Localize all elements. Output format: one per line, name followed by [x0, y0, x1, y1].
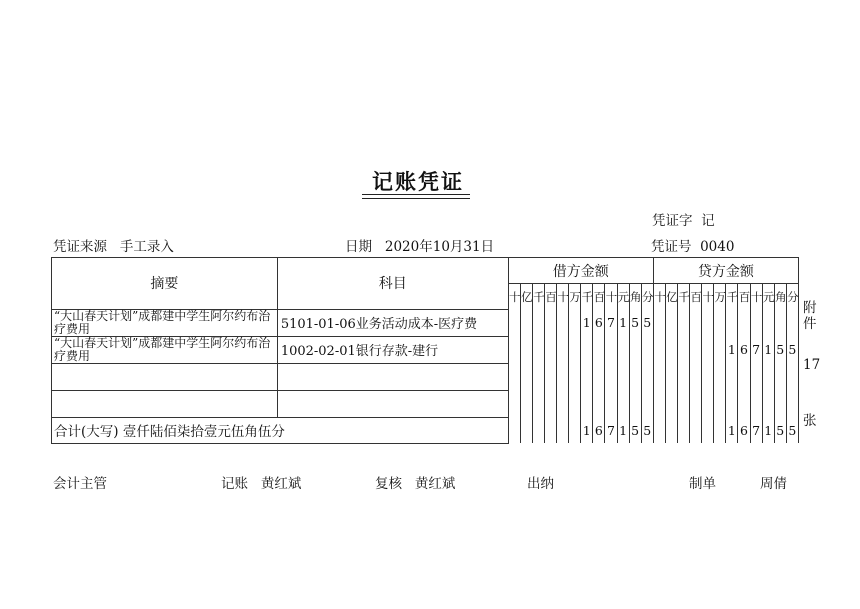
account-cell — [277, 363, 508, 390]
debit-digit — [532, 309, 544, 336]
attachment-label-fu: 附 — [803, 300, 817, 316]
reviewer — [375, 472, 455, 492]
debit-digit — [617, 390, 629, 417]
summary-cell — [52, 363, 278, 390]
credit-digit — [714, 309, 726, 336]
total-debit-digit: 6 — [593, 417, 605, 443]
debit-digit — [520, 336, 532, 363]
credit-digit — [714, 390, 726, 417]
debit-digit — [593, 336, 605, 363]
voucher-type-value: 记 — [701, 213, 715, 229]
credit-header: 贷方金额 — [653, 258, 798, 284]
account-cell: 5101-01-06业务活动成本-医疗费 — [277, 309, 508, 336]
debit-digit — [581, 336, 593, 363]
total-debit-digit: 1 — [617, 417, 629, 443]
voucher-number — [651, 235, 734, 255]
debit-digit — [593, 390, 605, 417]
credit-digit — [653, 363, 665, 390]
debit-digit — [581, 390, 593, 417]
total-debit-digit: 5 — [629, 417, 641, 443]
debit-digit — [569, 390, 581, 417]
debit-digit: 1 — [581, 309, 593, 336]
credit-digit — [653, 336, 665, 363]
debit-unit-label: 十 — [508, 284, 520, 310]
credit-unit-label: 十 — [750, 284, 762, 310]
debit-digit — [520, 363, 532, 390]
debit-digit — [508, 363, 520, 390]
source-label: 凭证来源 — [53, 239, 107, 255]
credit-digit — [750, 390, 762, 417]
credit-digit — [774, 390, 786, 417]
credit-digit — [786, 309, 798, 336]
debit-digit — [532, 390, 544, 417]
credit-digit: 6 — [738, 336, 750, 363]
voucher-type — [652, 209, 715, 229]
credit-unit-label: 角 — [774, 284, 786, 310]
debit-digit — [617, 363, 629, 390]
credit-unit-label: 千 — [677, 284, 689, 310]
debit-digit — [557, 390, 569, 417]
credit-digit — [690, 363, 702, 390]
total-debit-digit — [532, 417, 544, 443]
total-debit-digit — [544, 417, 556, 443]
debit-digit — [544, 336, 556, 363]
credit-unit-label: 亿 — [665, 284, 677, 310]
credit-digit — [677, 309, 689, 336]
debit-digit — [544, 390, 556, 417]
bookkeeper — [221, 472, 301, 492]
attachment-count: 17 — [803, 357, 821, 373]
debit-digit — [557, 336, 569, 363]
attachment-label-jian: 件 — [803, 316, 817, 332]
voucher-type-label: 凭证字 — [652, 213, 693, 229]
credit-digit — [665, 336, 677, 363]
table-row — [52, 309, 799, 336]
credit-digit — [774, 309, 786, 336]
total-credit-digit: 1 — [762, 417, 774, 443]
credit-digit — [750, 363, 762, 390]
total-credit-digit — [702, 417, 714, 443]
total-credit-digit: 5 — [774, 417, 786, 443]
credit-digit — [738, 363, 750, 390]
total-label: 合计(大写) 壹仟陆佰柒拾壹元伍角伍分 — [52, 417, 509, 443]
credit-digit — [665, 309, 677, 336]
debit-digit — [641, 390, 653, 417]
debit-digit — [641, 363, 653, 390]
total-debit-digit — [520, 417, 532, 443]
reviewer-label: 复核 — [375, 476, 402, 492]
credit-digit — [738, 309, 750, 336]
credit-digit: 5 — [774, 336, 786, 363]
table-row — [52, 390, 799, 417]
credit-unit-label: 十 — [653, 284, 665, 310]
debit-digit: 5 — [629, 309, 641, 336]
debit-digit — [532, 363, 544, 390]
credit-digit — [726, 390, 738, 417]
debit-unit-label: 元 — [617, 284, 629, 310]
total-debit-digit: 5 — [641, 417, 653, 443]
total-credit-digit — [665, 417, 677, 443]
credit-unit-label: 十 — [702, 284, 714, 310]
credit-digit — [690, 390, 702, 417]
credit-digit — [702, 363, 714, 390]
voucher-source — [53, 235, 174, 255]
credit-digit: 1 — [762, 336, 774, 363]
debit-digit: 7 — [605, 309, 617, 336]
credit-digit — [774, 363, 786, 390]
debit-digit — [569, 336, 581, 363]
total-credit-digit — [677, 417, 689, 443]
debit-digit — [557, 363, 569, 390]
debit-digit — [605, 390, 617, 417]
credit-digit — [665, 390, 677, 417]
credit-digit: 5 — [786, 336, 798, 363]
table-row — [52, 336, 799, 363]
total-debit-digit — [557, 417, 569, 443]
debit-digit — [508, 390, 520, 417]
credit-digit — [702, 390, 714, 417]
debit-unit-label: 分 — [641, 284, 653, 310]
credit-unit-label: 百 — [738, 284, 750, 310]
credit-digit — [702, 309, 714, 336]
total-debit-digit — [569, 417, 581, 443]
debit-digit — [508, 309, 520, 336]
total-row — [52, 417, 799, 443]
credit-digit — [786, 363, 798, 390]
debit-digit — [532, 336, 544, 363]
credit-digit: 7 — [750, 336, 762, 363]
source-value: 手工录入 — [119, 239, 174, 255]
date-value: 2020年10月31日 — [384, 239, 495, 255]
summary-cell — [52, 390, 278, 417]
credit-digit — [714, 336, 726, 363]
debit-digit — [593, 363, 605, 390]
credit-digit — [762, 363, 774, 390]
debit-header: 借方金额 — [508, 258, 653, 284]
cashier-label: 出纳 — [527, 476, 554, 492]
debit-digit — [629, 390, 641, 417]
total-credit-digit: 1 — [726, 417, 738, 443]
summary-cell: “大山春天计划”成都建中学生阿尔约布治疗费用 — [52, 309, 278, 336]
title-underline — [362, 194, 470, 195]
total-credit-digit — [714, 417, 726, 443]
total-credit-digit — [690, 417, 702, 443]
credit-digit — [677, 336, 689, 363]
debit-digit — [629, 363, 641, 390]
credit-digit — [690, 309, 702, 336]
account-cell — [277, 390, 508, 417]
debit-unit-label: 亿 — [520, 284, 532, 310]
credit-digit — [702, 336, 714, 363]
credit-digit: 1 — [726, 336, 738, 363]
debit-digit — [508, 336, 520, 363]
summary-header: 摘要 — [52, 258, 278, 310]
credit-unit-label: 百 — [690, 284, 702, 310]
credit-digit — [677, 390, 689, 417]
debit-digit — [641, 336, 653, 363]
account-cell: 1002-02-01银行存款-建行 — [277, 336, 508, 363]
debit-unit-label: 千 — [581, 284, 593, 310]
total-debit-digit: 7 — [605, 417, 617, 443]
preparer-label: 制单 — [689, 476, 716, 492]
bookkeeper-label: 记账 — [221, 476, 248, 492]
debit-digit: 6 — [593, 309, 605, 336]
debit-digit — [520, 309, 532, 336]
debit-digit: 1 — [617, 309, 629, 336]
credit-digit — [738, 390, 750, 417]
bookkeeper-value: 黄红斌 — [260, 476, 302, 492]
debit-digit — [569, 309, 581, 336]
credit-digit — [726, 309, 738, 336]
debit-digit — [520, 390, 532, 417]
total-debit-digit — [508, 417, 520, 443]
debit-digit — [544, 309, 556, 336]
reviewer-value: 黄红斌 — [414, 476, 456, 492]
credit-digit — [726, 363, 738, 390]
credit-digit — [653, 309, 665, 336]
total-debit-digit: 1 — [581, 417, 593, 443]
credit-digit — [653, 390, 665, 417]
debit-digit: 5 — [641, 309, 653, 336]
credit-unit-label: 分 — [786, 284, 798, 310]
preparer-value: 周倩 — [760, 476, 787, 492]
credit-digit — [665, 363, 677, 390]
number-value: 0040 — [700, 239, 735, 255]
debit-digit — [569, 363, 581, 390]
debit-unit-label: 百 — [593, 284, 605, 310]
debit-digit — [617, 336, 629, 363]
voucher-date — [345, 235, 494, 255]
debit-unit-label: 百 — [544, 284, 556, 310]
credit-digit — [750, 309, 762, 336]
debit-digit — [605, 363, 617, 390]
voucher-table — [51, 257, 799, 444]
debit-digit — [605, 336, 617, 363]
debit-digit — [544, 363, 556, 390]
debit-digit — [557, 309, 569, 336]
supervisor-label: 会计主管 — [53, 476, 107, 492]
date-label: 日期 — [345, 239, 372, 255]
total-credit-digit: 5 — [786, 417, 798, 443]
credit-unit-label: 千 — [726, 284, 738, 310]
credit-digit — [690, 336, 702, 363]
table-row — [52, 363, 799, 390]
total-credit-digit: 7 — [750, 417, 762, 443]
credit-digit — [677, 363, 689, 390]
summary-cell: “大山春天计划”成都建中学生阿尔约布治疗费用 — [52, 336, 278, 363]
debit-digit — [581, 363, 593, 390]
debit-unit-label: 万 — [569, 284, 581, 310]
credit-digit — [762, 390, 774, 417]
debit-unit-label: 十 — [557, 284, 569, 310]
account-header: 科目 — [277, 258, 508, 310]
debit-unit-label: 千 — [532, 284, 544, 310]
total-credit-digit — [653, 417, 665, 443]
credit-unit-label: 元 — [762, 284, 774, 310]
attachment-label-zhang: 张 — [803, 413, 817, 429]
title-underline-second — [362, 198, 470, 199]
credit-unit-label: 万 — [714, 284, 726, 310]
credit-digit — [786, 390, 798, 417]
debit-digit — [629, 336, 641, 363]
debit-unit-label: 十 — [605, 284, 617, 310]
total-credit-digit: 6 — [738, 417, 750, 443]
number-label: 凭证号 — [651, 239, 692, 255]
debit-unit-label: 角 — [629, 284, 641, 310]
credit-digit — [714, 363, 726, 390]
voucher-title: 记账凭证 — [372, 170, 464, 194]
credit-digit — [762, 309, 774, 336]
